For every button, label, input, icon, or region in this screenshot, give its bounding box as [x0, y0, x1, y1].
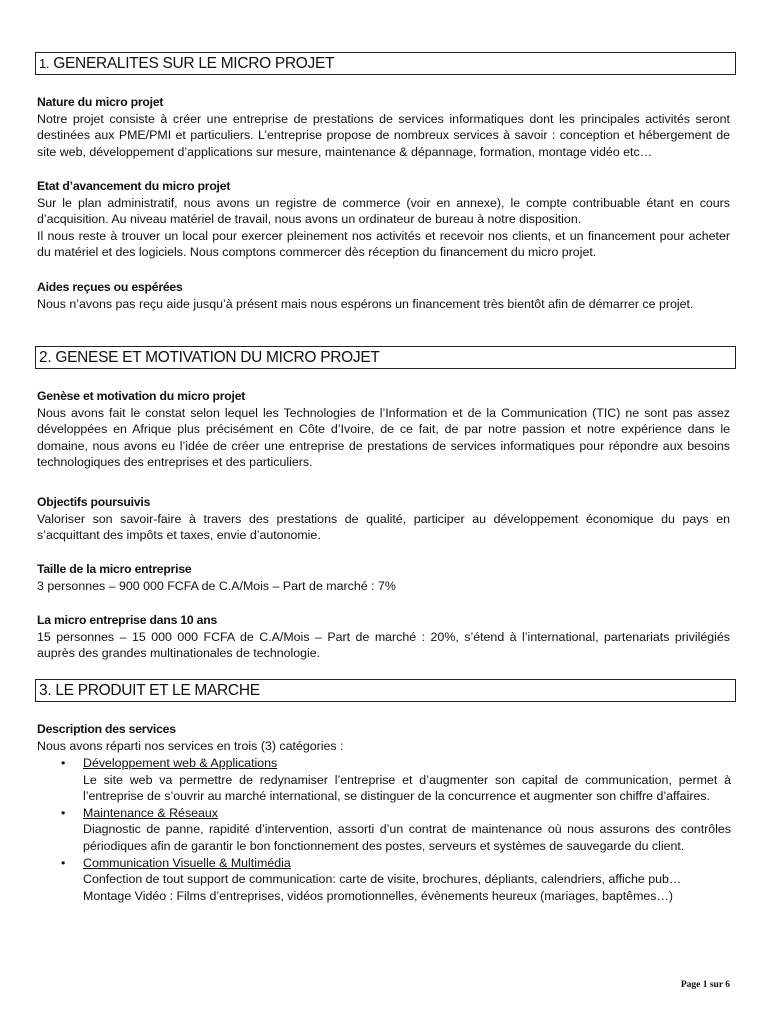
- section-1-title: GENERALITES SUR LE MICRO PROJET: [53, 55, 335, 72]
- bullet-icon: •: [61, 855, 66, 870]
- services-intro: Nous avons réparti nos services en trois (3) catégories :: [37, 738, 344, 753]
- avancement-heading: Etat d’avancement du micro projet: [37, 179, 231, 193]
- service-item-web: [61, 755, 731, 805]
- avancement-paragraph-1: Sur le plan administratif, nous avons un registre de commerce (voir en annexe), le compte contribuable étant en cours d’acquisition. Au niveau matériel de travail, nous avons un ordinateur de bureau à notre disposition.: [37, 195, 730, 227]
- service-desc-communication-2: Montage Vidéo : Films d’entreprises, vidéos promotionnelles, évènements heureux (mariages, baptêmes…): [83, 888, 673, 903]
- objectifs-heading: Objectifs poursuivis: [37, 495, 151, 509]
- taille-block: [37, 561, 730, 594]
- service-title-communication: Communication Visuelle & Multimédia: [83, 855, 291, 870]
- section-3-header: [35, 679, 736, 702]
- service-title-web: Développement web & Applications: [83, 756, 278, 770]
- services-block: [37, 721, 730, 754]
- aides-heading: Aides reçues ou espérées: [37, 280, 183, 294]
- service-title-maintenance: Maintenance & Réseaux: [83, 805, 219, 820]
- section-3-number: 3.: [39, 682, 52, 699]
- service-item-communication: [61, 855, 731, 905]
- services-heading: Description des services: [37, 722, 176, 736]
- section-1-number: 1.: [39, 56, 50, 71]
- aides-paragraph: Nous n’avons pas reçu aide jusqu’à présent mais nous espérons un financement très bientôt afin de démarrer ce projet.: [37, 296, 694, 311]
- section-2-title: GENESE ET MOTIVATION DU MICRO PROJET: [55, 349, 380, 366]
- dix-ans-paragraph: 15 personnes – 15 000 000 FCFA de C.A/Mois – Part de marché : 20%, s’étend à l’international, partenariats privilégiés auprès des grandes multinationales de technologie.: [37, 629, 730, 661]
- service-item-maintenance: [61, 805, 731, 855]
- genese-block: [37, 388, 730, 471]
- taille-heading: Taille de la micro entreprise: [37, 562, 192, 576]
- service-desc-maintenance: Diagnostic de panne, rapidité d’intervention, assorti d’un contrat de maintenance où nous assurons des contrôles périodiques afin de garantir le bon fonctionnement des postes, serveurs et systèmes de sauvegarde du client.: [83, 822, 731, 853]
- taille-paragraph: 3 personnes – 900 000 FCFA de C.A/Mois – Part de marché : 7%: [37, 578, 396, 593]
- section-1-header: [35, 52, 736, 75]
- objectifs-block: [37, 494, 730, 544]
- genese-heading: Genèse et motivation du micro projet: [37, 389, 246, 403]
- nature-paragraph: Notre projet consiste à créer une entreprise de prestations de services informatiques dont les principales activités seront destinées aux PME/PMI et particuliers. L’entreprise propose de nombreux services à savoir : conception et hébergement de site web, développement d’applications sur mesure, maintenance & dépannage, formation, montage vidéo etc…: [37, 111, 730, 159]
- avancement-block: [37, 178, 730, 261]
- service-desc-web: Le site web va permettre de redynamiser l’entreprise et d’augmenter son capital de communication, permet à l’entreprise de s’ouvrir au marché international, se distinguer de la concurrence et augmenter son chiffre d’affaires.: [83, 772, 731, 804]
- aides-block: [37, 279, 730, 312]
- dix-ans-block: [37, 612, 730, 662]
- genese-paragraph: Nous avons fait le constat selon lequel les Technologies de l’Information et de la Communication (TIC) ne sont pas assez développées en Afrique plus précisément en Côte d’Ivoire, de ce fait, de par notre passion et notre expérience dans le domaine, nous avons eu l’idée de créer une entreprise de prestations de services informatiques pour répondre aux besoins technologiques des entreprises et des particuliers.: [37, 405, 730, 470]
- bullet-icon: •: [61, 756, 66, 770]
- bullet-icon: •: [61, 805, 66, 820]
- section-2-number: 2.: [39, 349, 52, 366]
- objectifs-paragraph: Valoriser son savoir-faire à travers des prestations de qualité, participer au développement économique du pays en s’acquittant des impôts et taxes, envie d’autonomie.: [37, 511, 730, 543]
- nature-block: [37, 94, 730, 160]
- service-desc-communication-1: Confection de tout support de communication: carte de visite, brochures, dépliants, calendriers, affiche pub…: [83, 872, 682, 887]
- page-footer: Page 1 sur 6: [680, 980, 730, 990]
- avancement-paragraph-2: Il nous reste à trouver un local pour exercer pleinement nos activités et recevoir nos clients, et un financement pour acheter du matériel et des logiciels. Nous comptons commercer dès réception du financement du micro projet.: [37, 228, 730, 260]
- dix-ans-heading: La micro entreprise dans 10 ans: [37, 613, 218, 627]
- nature-heading: Nature du micro projet: [37, 95, 164, 109]
- section-3-title: LE PRODUIT ET LE MARCHE: [55, 682, 260, 699]
- section-2-header: [35, 346, 736, 369]
- services-list: [61, 755, 731, 904]
